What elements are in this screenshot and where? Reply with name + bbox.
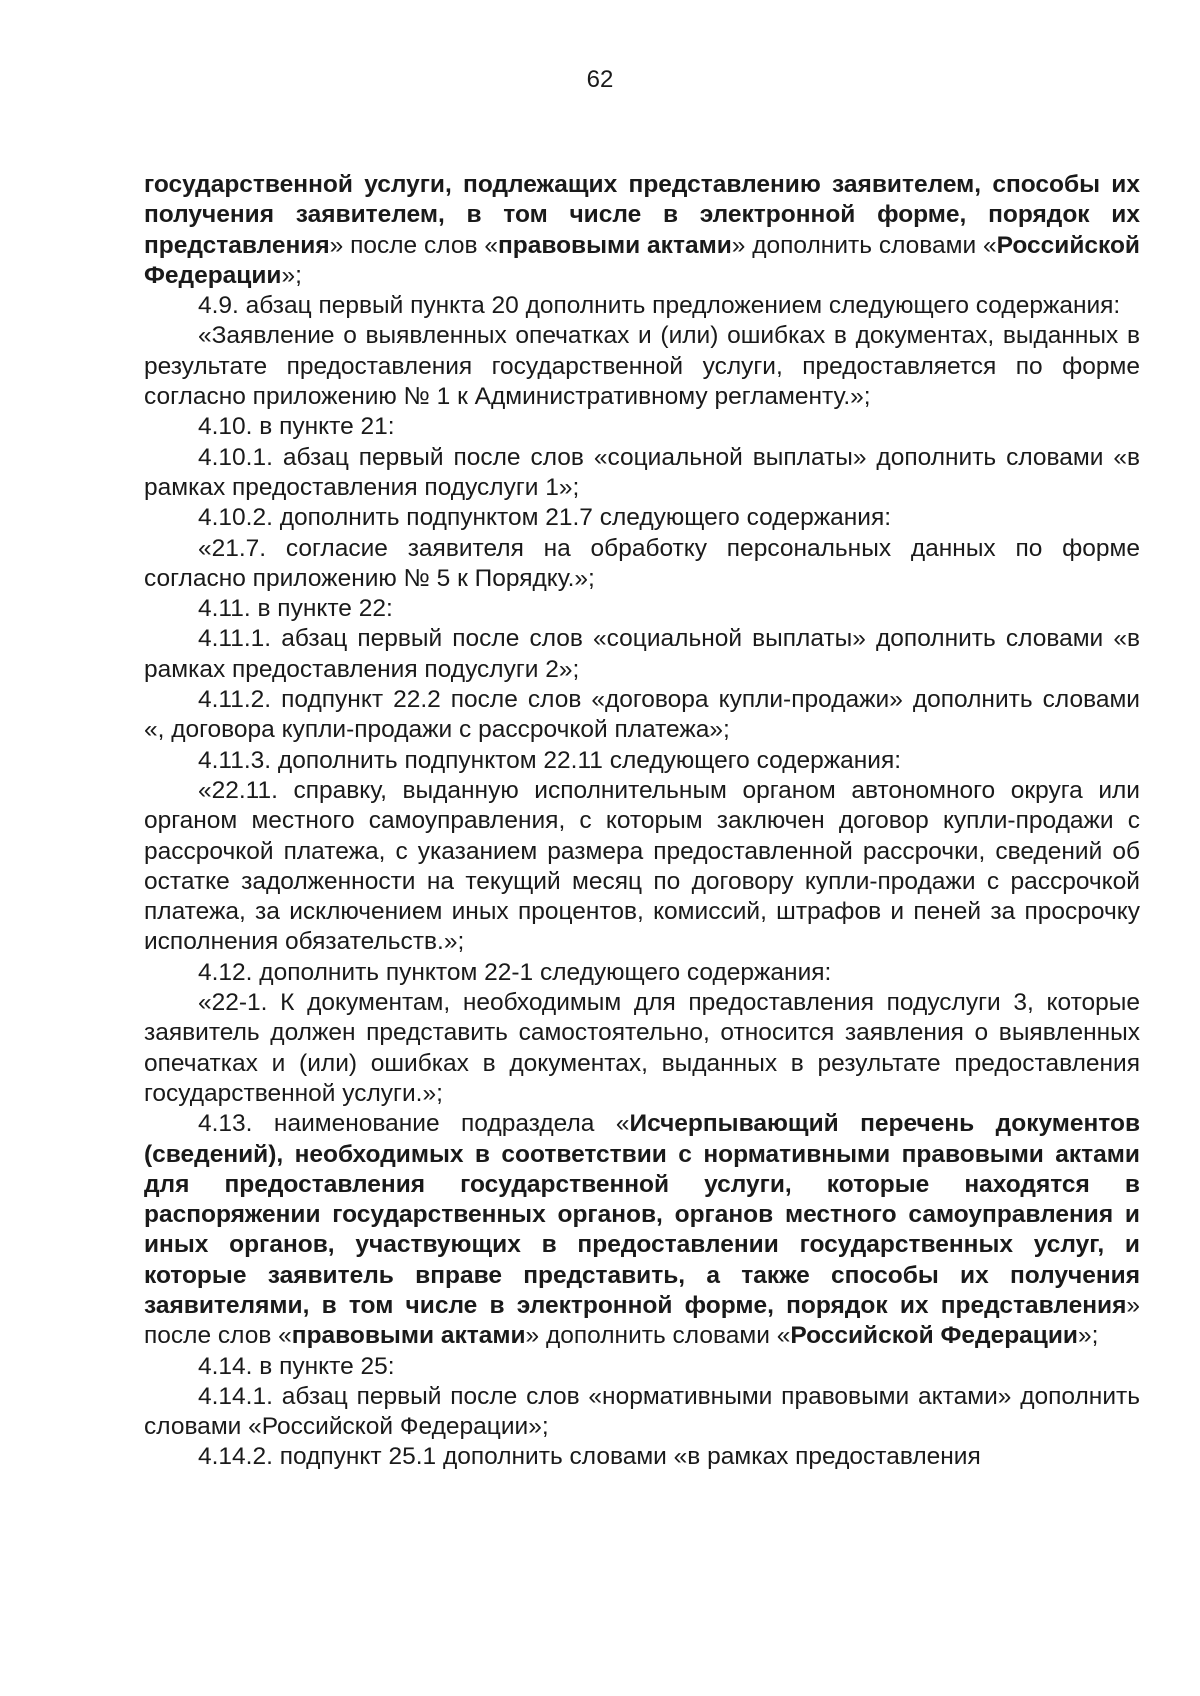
text-run: » после слов «	[144, 1291, 1140, 1350]
paragraph	[144, 776, 1140, 958]
paragraph	[144, 1442, 1140, 1472]
text-run: «22-1. К документам, необходимым для предоставления подуслуги 3, которые заявитель должен представить самостоятельно, относится заявления о выявленных опечатках и (или) ошибках в документах, выданных в результате предоставления государственной услуги.»;	[144, 989, 1140, 1107]
paragraph	[144, 443, 1140, 504]
text-run: 4.10. в пункте 21:	[198, 413, 395, 441]
page-number: 62	[586, 66, 614, 93]
paragraph	[144, 534, 1140, 595]
text-run: «Заявление о выявленных опечатках и (или) ошибках в документах, выданных в результате предоставления государственной услуги, предоставляется по форме согласно приложению № 1 к Административному регламенту.»;	[144, 322, 1140, 411]
document-body	[144, 170, 1140, 1473]
bold-text-run: правовыми актами	[497, 231, 732, 259]
paragraph	[144, 746, 1140, 776]
paragraph	[144, 1109, 1140, 1351]
text-run: 4.14. в пункте 25:	[198, 1352, 395, 1380]
text-run: 4.11.3. дополнить подпунктом 22.11 следующего содержания:	[198, 746, 902, 774]
paragraph	[144, 958, 1140, 988]
paragraph	[144, 291, 1140, 321]
paragraph	[144, 321, 1140, 412]
paragraph	[144, 170, 1140, 291]
bold-text-run: правовыми актами	[291, 1322, 526, 1350]
text-run: 4.10.1. абзац первый после слов «социальной выплаты» дополнить словами «в рамках предоставления подуслуги 1»;	[144, 443, 1140, 501]
text-run: «21.7. согласие заявителя на обработку персональных данных по форме согласно приложению № 5 к Порядку.»;	[144, 534, 1140, 592]
text-run: 4.12. дополнить пунктом 22-1 следующего содержания:	[198, 958, 832, 986]
text-run: » дополнить словами «	[525, 1322, 791, 1350]
text-run: » после слов «	[329, 231, 498, 259]
text-run: 4.11. в пункте 22:	[198, 595, 393, 623]
bold-text-run: Российской Федерации	[144, 231, 1140, 289]
text-run: 4.9. абзац первый пункта 20 дополнить предложением следующего содержания:	[198, 292, 1121, 320]
text-run: 4.10.2. дополнить подпунктом 21.7 следующего содержания:	[198, 504, 892, 532]
text-run: 4.11.1. абзац первый после слов «социальной выплаты» дополнить словами «в рамках предоставления подуслуги 2»;	[144, 625, 1140, 683]
bold-text-run: Российской Федерации	[790, 1322, 1078, 1350]
bold-text-run: Исчерпывающий перечень документов (сведений), необходимых в соответствии с нормативными правовыми актами для предоставления государственной услуги, которые находятся в распоряжении государственных органов, органов местного самоуправления и иных органов, участвующих в предоставлении государственных услуг, и которые заявитель вправе представить, а также способы их получения заявителями, в том числе в электронной форме, порядок их представления	[144, 1110, 1141, 1319]
paragraph	[144, 1352, 1140, 1382]
text-run: 4.11.2. подпункт 22.2 после слов «договора купли-продажи» дополнить словами «, договора купли-продажи с рассрочкой платежа»;	[144, 686, 1140, 744]
paragraph	[144, 685, 1140, 746]
paragraph	[144, 412, 1140, 442]
text-run: »;	[1077, 1322, 1099, 1350]
text-run: »;	[281, 261, 302, 289]
text-run: «22.11. справку, выданную исполнительным органом автономного округа или органом местного самоуправления, с которым заключен договор купли-продажи с рассрочкой платежа, с указанием размера предоставленной рассрочки, сведений об остатке задолженности на текущий месяц по договору купли-продажи с рассрочкой платежа, за исключением иных процентов, комиссий, штрафов и пеней за просрочку исполнения обязательств.»;	[144, 776, 1140, 956]
paragraph	[144, 988, 1140, 1109]
text-run: 4.14.1. абзац первый после слов «нормативными правовыми актами» дополнить словами «Российской Федерации»;	[144, 1382, 1140, 1441]
bold-text-run: государственной услуги, подлежащих представлению заявителем, способы их получения заявителем, в том числе в электронной форме, порядок их представления	[144, 171, 1140, 259]
paragraph	[144, 594, 1140, 624]
text-run: » дополнить словами «	[731, 231, 997, 259]
text-run: 4.13. наименование подраздела «	[198, 1110, 630, 1138]
paragraph	[144, 624, 1140, 685]
paragraph	[144, 1382, 1140, 1443]
paragraph	[144, 503, 1140, 533]
text-run: 4.14.2. подпункт 25.1 дополнить словами «в рамках предоставления	[198, 1443, 981, 1471]
